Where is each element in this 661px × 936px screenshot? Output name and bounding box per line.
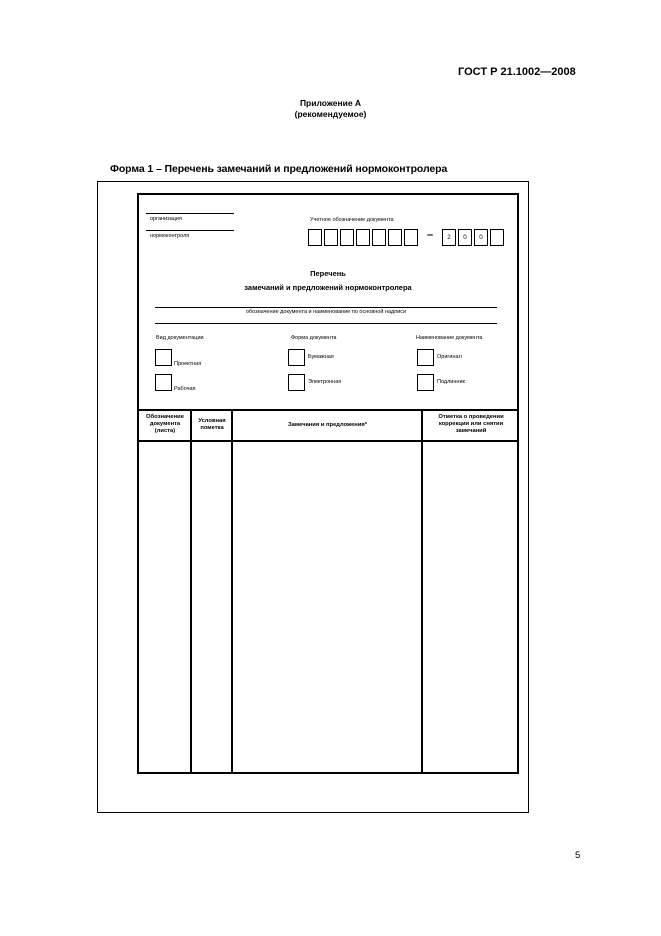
checkbox-original[interactable]	[417, 349, 434, 366]
table-col-divider	[190, 410, 192, 772]
column-header-correction: Отметка о проведении коррекции или снятии замечаний	[438, 414, 504, 434]
org-label: организация	[150, 216, 182, 222]
column-header-mark: Условная пометка	[198, 418, 226, 431]
standard-number: ГОСТ Р 21.1002—2008	[458, 66, 576, 78]
doc-name-caption: обозначение документа и наименование по основной надписи	[245, 309, 407, 315]
doc-id-cell[interactable]	[388, 229, 402, 246]
checkbox-paper[interactable]	[288, 349, 305, 366]
doc-id-cell[interactable]	[372, 229, 386, 246]
option-original: Оригинал	[437, 354, 462, 360]
table-header-border	[137, 440, 519, 442]
controller-label: нормоконтроля	[150, 233, 190, 239]
doc-name-line	[155, 307, 497, 308]
doc-id-cell[interactable]	[356, 229, 370, 246]
table-col-divider	[421, 410, 423, 772]
form-title: Форма 1 – Перечень замечаний и предложений нормоконтролера	[110, 163, 448, 175]
option-project: Проектная	[174, 361, 202, 367]
doc-id-cell[interactable]	[324, 229, 338, 246]
option-authentic: Подлинник	[437, 379, 465, 385]
doc-id-cell[interactable]	[308, 229, 322, 246]
doc-id-cells	[308, 229, 418, 246]
appendix-title: Приложение А	[299, 98, 362, 108]
year-cell[interactable]: 0	[474, 229, 488, 246]
doc-id-cell[interactable]	[340, 229, 354, 246]
group-heading-doc-form: Форма документа	[291, 335, 337, 341]
doc-id-cell[interactable]	[404, 229, 418, 246]
year-cell[interactable]: 0	[458, 229, 472, 246]
year-cell[interactable]	[490, 229, 504, 246]
checkbox-electronic[interactable]	[288, 374, 305, 391]
checkbox-authentic[interactable]	[417, 374, 434, 391]
list-title-1: Перечень	[310, 269, 346, 278]
form-inner-frame	[137, 193, 519, 774]
option-electronic: Электронная	[308, 379, 342, 385]
doc-id-label: Учетное обозначение документа	[310, 217, 394, 223]
appendix-subtitle: (рекомендуемое)	[294, 109, 367, 119]
year-cells	[442, 229, 504, 246]
group-heading-doc-type: Вид документации	[156, 335, 204, 341]
list-title-2: замечаний и предложений нормоконтролера	[244, 283, 412, 292]
table-col-divider	[231, 410, 233, 772]
year-cell[interactable]: 2	[442, 229, 456, 246]
doc-id-dash: –	[427, 229, 434, 241]
page-number: 5	[575, 850, 581, 861]
org-underline-bottom	[146, 230, 234, 231]
column-header-remarks: Замечания и предложения*	[287, 422, 368, 428]
appendix-heading	[0, 98, 661, 120]
table-top-border	[137, 409, 519, 411]
group-heading-doc-name: Наименование документа	[416, 335, 483, 341]
checkbox-working[interactable]	[155, 374, 172, 391]
column-header-designation: Обозначение документа (листа)	[146, 414, 184, 434]
org-underline-top	[146, 213, 234, 214]
doc-name-line-2	[155, 323, 497, 324]
option-paper: Бумажная	[308, 354, 334, 360]
option-working: Рабочая	[174, 386, 196, 392]
checkbox-project[interactable]	[155, 349, 172, 366]
